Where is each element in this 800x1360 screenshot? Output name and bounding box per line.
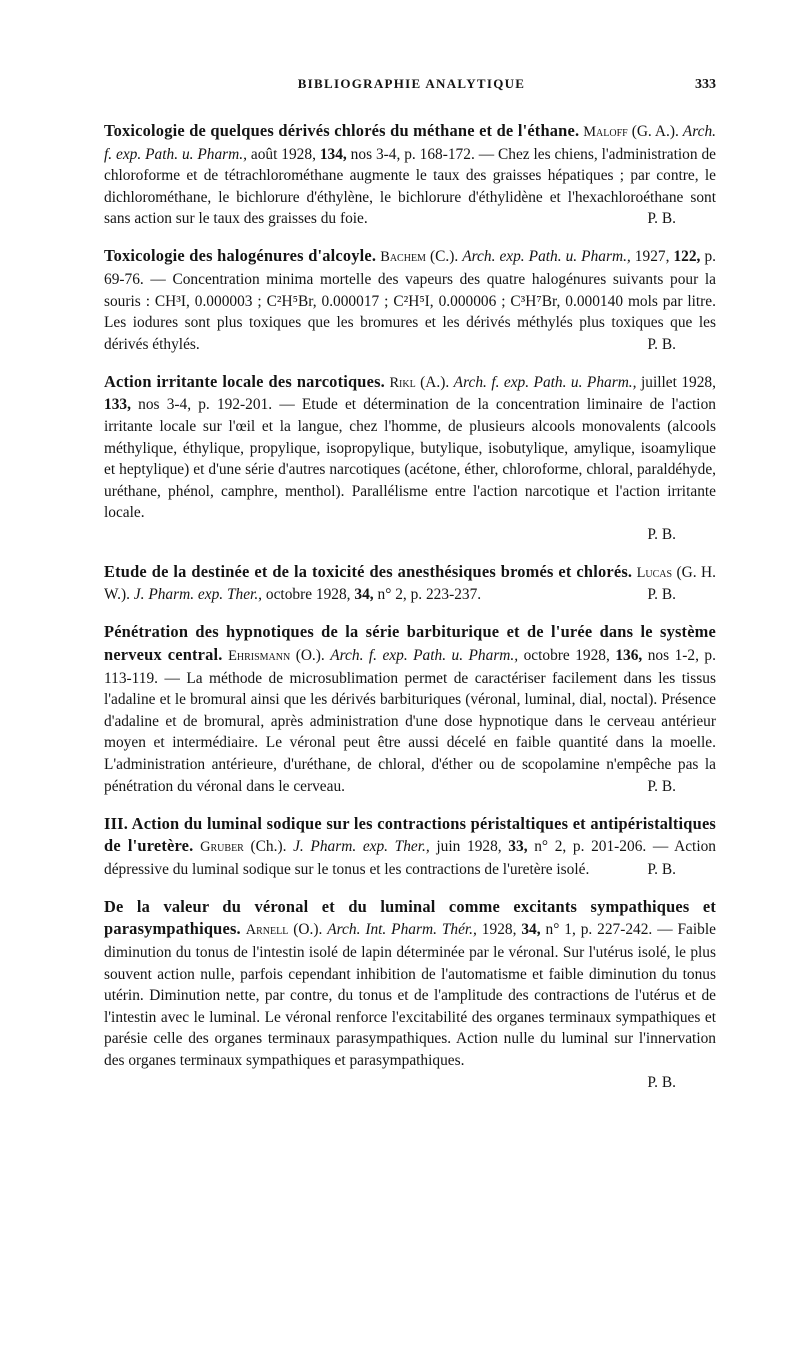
entry-volume: 34, <box>521 921 541 939</box>
entry-date: juin 1928, <box>436 838 502 856</box>
entry-initials: (G. A.). <box>631 123 679 140</box>
entry-journal: J. Pharm. exp. Ther., <box>293 838 430 856</box>
entry-signature: P. B. <box>647 860 676 878</box>
running-title: BIBLIOGRAPHIE ANALYTIQUE <box>297 76 526 91</box>
entry-volume: 33, <box>508 838 528 856</box>
entry-title: Toxicologie des halogénures d'alcoyle. <box>104 246 377 266</box>
page-number: 333 <box>695 77 716 92</box>
entry-signature: P. B. <box>647 210 676 228</box>
entry-signature: P. B. <box>647 335 676 353</box>
entry-journal: Arch. exp. Path. u. Pharm., <box>462 248 631 266</box>
entry-date: 1927, <box>634 248 670 266</box>
entry-pages: nos 1-2, p. 113-119. <box>104 647 716 687</box>
entry-author: Arnell <box>245 922 289 939</box>
running-head <box>88 76 716 100</box>
entry-date: octobre 1928, <box>523 647 610 665</box>
entry-signature: P. B. <box>647 1073 676 1091</box>
entry-title: Toxicologie de quelques dérivés chlorés du méthane et de l'éthane. <box>104 121 580 140</box>
entry-initials: (O.). <box>293 921 323 939</box>
entry-abstract: — Faible diminution du tonus de l'intestin isolé de lapin déterminée par le véronal. Sur l'utérus isolé, le plus souvent action nulle, parfois cependant inhibition de l'automatisme et faible diminution du tonus utérin. Diminution nette, par contre, du tonus et de l'amplitude des contractions de l'utérus et de l'intestin avec le luminal. Le véronal renforce l'excitabilité des organes terminaux sympathiques et parésie celle des organes terminaux parasympathiques. Action nulle du luminal sur l'innervation des organes terminaux sympathiques et parasympathiques. <box>104 921 716 1069</box>
entry-author: Ehrismann <box>228 648 291 665</box>
entry-journal: Arch. f. exp. Path. u. Pharm., <box>104 123 716 163</box>
entry-abstract: — Etude et détermination de la concentration liminaire de l'action irritante locale sur l'œil et la langue, chez l'homme, de plusieurs alcools monovalents (alcools méthylique, éthylique, propylique, isopropylique, butylique, isobutylique, amylique, isoamylique et heptylique) et d'une série d'autres narcotiques (acétone, éther, chloroforme, chloral, paraldéhyde, uréthane, phénol, camphre, menthol). Parallélisme entre l'action narcotique et l'action irritante locale. <box>104 396 716 522</box>
bibliography-entry <box>88 561 716 606</box>
entry-volume: 122, <box>673 248 701 266</box>
entry-abstract: — Concentration minima mortelle des vapeurs des quatre halogénures suivants pour la souris : CH³I, 0.000003 ; C²H⁵Br, 0.000017 ; C²H⁵I, 0.000006 ; C³H⁷Br, 0.000140 mols par litre. Les iodures sont plus toxiques que les bromures et les dérivés méthylés plus toxiques que les dérivés éthylés. <box>104 270 716 353</box>
entry-date: août 1928, <box>250 145 316 163</box>
bibliography-entry <box>88 813 716 881</box>
bibliography-entry <box>88 621 716 797</box>
entry-date: 1928, <box>481 921 517 939</box>
entry-initials: (O.). <box>295 647 325 665</box>
entry-title: Etude de la destinée et de la toxicité des anesthésiques bromés et chlorés. <box>104 561 633 581</box>
entry-title: Action irritante locale des narcotiques. <box>104 371 385 391</box>
entry-journal: Arch. Int. Pharm. Thér., <box>327 921 477 939</box>
bibliography-entry <box>88 245 716 355</box>
bibliography-entry <box>88 371 716 546</box>
entry-pages: n° 2, p. 223-237. <box>377 586 482 604</box>
entry-title: Pénétration des hypnotiques de la série barbiturique et de l'urée dans le système nerveux central. <box>104 622 716 665</box>
entry-pages: nos 3-4, p. 168-172. <box>350 145 475 163</box>
entry-date: juillet 1928, <box>640 373 716 391</box>
entry-abstract: — Chez les chiens, l'administration de chloroforme et de tétrachlorométhane augmente le taux des graisses hépatiques ; par contre, le dichlorométhane, le bichlorure d'éthylène, le bichlorure d'éthylidène et l'hexachloroéthane sont sans action sur le taux des graisses du foie. <box>104 145 716 228</box>
entry-author: Rikl <box>389 374 416 391</box>
entry-author: Gruber <box>200 839 244 856</box>
entry-volume: 136, <box>615 647 643 665</box>
entry-abstract: — Action dépressive du luminal sodique sur le tonus et les contractions de l'uretère isolé. <box>104 838 716 878</box>
document-page <box>88 76 716 1107</box>
entry-author: Maloff <box>583 124 628 140</box>
entry-initials: (C.). <box>429 248 459 266</box>
entry-initials: (A.). <box>420 373 450 391</box>
entry-abstract: — La méthode de microsublimation permet de caractériser facilement dans les tissus l'adaline et le bromural ainsi que les dérivés barbituriques (véronal, luminal, dial, noctal). Présence d'adaline et de bromural, après administration d'une dose hypnotique dans le cerveau antérieur moyen et intermédiaire. Le véronal peut être aussi décelé en faible quantité dans la moelle. L'administration antérieure, d'uréthane, de chloral, d'éther ou de scopolamine n'empêche pas la pénétration du véronal dans le cerveau. <box>104 669 716 795</box>
entry-volume: 134, <box>319 145 347 163</box>
entry-pages: p. 69-76. <box>104 248 716 288</box>
entry-journal: J. Pharm. exp. Ther., <box>133 586 263 604</box>
entry-title: De la valeur du véronal et du luminal comme excitants sympathiques et parasympathiques. <box>104 896 716 939</box>
entry-journal: Arch. f. exp. Path. u. Pharm., <box>453 373 637 391</box>
entry-journal: Arch. f. exp. Path. u. Pharm., <box>330 647 519 665</box>
entry-signature: P. B. <box>647 525 676 543</box>
entry-pages: nos 3-4, p. 192-201. <box>138 396 273 414</box>
bibliography-entry <box>88 896 716 1093</box>
entry-signature: P. B. <box>647 777 676 795</box>
entry-pages: n° 1, p. 227-242. <box>545 921 653 939</box>
entry-volume: 34, <box>354 586 374 604</box>
entry-initials: (G. H. W.). <box>104 563 716 604</box>
entry-pages: n° 2, p. 201-206. <box>534 838 647 856</box>
entry-author: Bachem <box>380 249 426 266</box>
bibliography-entry <box>88 120 716 230</box>
entry-initials: (Ch.). <box>250 838 287 856</box>
entry-volume: 133, <box>104 396 131 414</box>
entry-author: Lucas <box>636 564 673 581</box>
entry-title: III. Action du luminal sodique sur les contractions péristaltiques et antipéristaltiques de l'uretère. <box>104 813 716 856</box>
entry-date: octobre 1928, <box>265 586 351 604</box>
entry-signature: P. B. <box>647 586 676 604</box>
